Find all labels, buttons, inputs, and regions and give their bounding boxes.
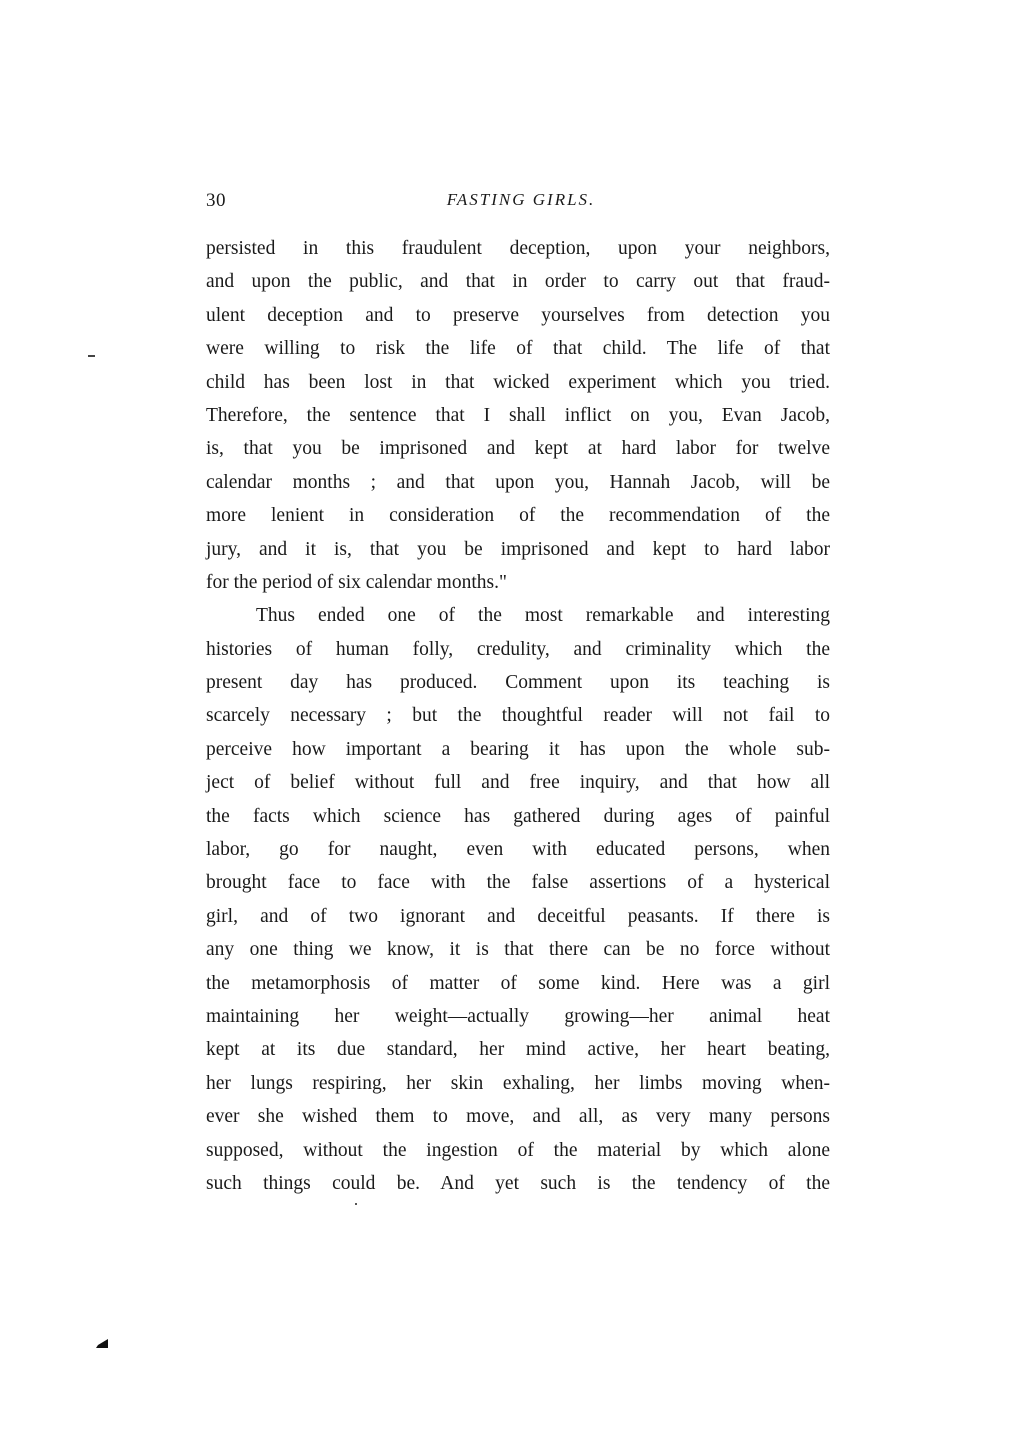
- text-line: supposed, without the ingestion of the material by which alone: [206, 1139, 830, 1161]
- text-line: for the period of six calendar months.": [206, 571, 507, 593]
- text-line: jury, and it is, that you be imprisoned and kept to hard labor: [206, 538, 830, 560]
- text-line: more lenient in consideration of the recommendation of the: [206, 505, 830, 527]
- text-line: scarcely necessary ; but the thoughtful reader will not fail to: [206, 705, 830, 727]
- text-line: ever she wished them to move, and all, as very many persons: [206, 1106, 830, 1128]
- text-line: any one thing we know, it is that there can be no force without: [206, 939, 830, 961]
- text-line: her lungs respiring, her skin exhaling, her limbs moving when-: [206, 1072, 830, 1094]
- text-line: and upon the public, and that in order to carry out that fraud-: [206, 271, 830, 293]
- text-line: maintaining her weight—actually growing—her animal heat: [206, 1005, 830, 1027]
- text-line: such things could be. And yet such is the tendency of the: [206, 1172, 830, 1194]
- page-number: 30: [206, 190, 226, 211]
- scan-mark-dot: [355, 1203, 357, 1205]
- text-line: calendar months ; and that upon you, Hannah Jacob, will be: [206, 471, 830, 493]
- text-line: ulent deception and to preserve yourselves from detection you: [206, 304, 830, 326]
- text-line: brought face to face with the false assertions of a hysterical: [206, 872, 830, 894]
- text-line: were willing to risk the life of that child. The life of that: [206, 338, 830, 360]
- text-line: present day has produced. Comment upon its teaching is: [206, 672, 830, 694]
- scan-mark-blot: [96, 1339, 108, 1348]
- text-line: child has been lost in that wicked experiment which you tried.: [206, 371, 830, 393]
- text-line: Thus ended one of the most remarkable and interesting: [256, 605, 830, 627]
- text-line: persisted in this fraudulent deception, upon your neighbors,: [206, 238, 830, 259]
- body-text: [206, 232, 830, 1200]
- text-line: is, that you be imprisoned and kept at hard labor for twelve: [206, 438, 830, 460]
- running-title: FASTING GIRLS.: [446, 190, 596, 209]
- text-line: labor, go for naught, even with educated persons, when: [206, 839, 830, 861]
- text-line: perceive how important a bearing it has upon the whole sub-: [206, 738, 830, 760]
- running-head: [206, 190, 830, 216]
- text-line: the facts which science has gathered during ages of painful: [206, 805, 830, 827]
- scan-mark-dash: [88, 355, 95, 357]
- text-line: histories of human folly, credulity, and criminality which the: [206, 638, 830, 660]
- text-line: ject of belief without full and free inquiry, and that how all: [206, 772, 830, 794]
- text-line: the metamorphosis of matter of some kind. Here was a girl: [206, 972, 830, 994]
- text-line: girl, and of two ignorant and deceitful peasants. If there is: [206, 905, 830, 927]
- text-line: kept at its due standard, her mind active, her heart beating,: [206, 1039, 830, 1061]
- text-line: Therefore, the sentence that I shall inflict on you, Evan Jacob,: [206, 404, 830, 426]
